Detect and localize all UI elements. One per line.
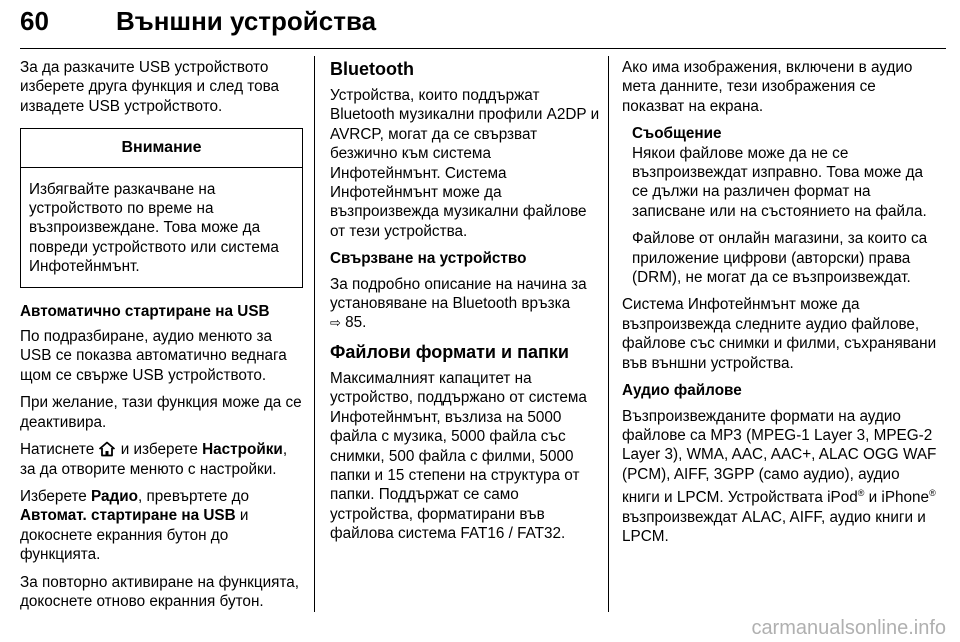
audio-heading: Аудио файлове xyxy=(622,382,742,400)
select-radio-paragraph: Изберете Радио, превъртете до Автомат. стартиране на USB и докоснете екранния бутон до функцията. xyxy=(20,487,250,564)
playback-paragraph: Система Инфотейнмънт може да възпроизвежда следните аудио файлове, файлове със снимки и филми, съхранявани във външни устройства. xyxy=(622,296,937,372)
formats-paragraph: Максималният капацитет на устройство, поддържано от система Инфотейнмънт, възлиза на 5000 файла с музика, 5000 файла със снимки, 500 файла с филми, 5000 папки и 15 степени на структура от папки. Поддържат се само устройства, форматирани във файлова система FAT16 / FAT32. xyxy=(330,369,587,543)
column-middle xyxy=(330,58,600,552)
message-paragraph-2: Файлове от онлайн магазини, за които са приложение цифрови (авторски) права (DRM), не могат да се възпроизвеждат. xyxy=(632,230,928,287)
images-paragraph: Ако има изображения, включени в аудио мета данните, тези изображения се показват на екрана. xyxy=(622,59,913,115)
autostart-heading: Автоматично стартиране на USB xyxy=(20,302,270,320)
header-rule xyxy=(20,48,946,49)
connect-heading: Свързване на устройство xyxy=(330,250,527,268)
column-divider xyxy=(314,56,315,612)
page-reference[interactable]: 85. xyxy=(345,314,367,332)
press-home-paragraph: Натиснете и изберете Настройки, за да отворите менюто с настройки. xyxy=(20,441,288,478)
caution-box xyxy=(20,128,303,287)
page-number: 60 xyxy=(20,6,49,36)
column-divider xyxy=(608,56,609,612)
chapter-title: Външни устройства xyxy=(116,6,377,36)
page-reference-icon: ⇨ xyxy=(330,315,341,331)
autostart-paragraph-1: По подразбиране, аудио менюто за USB се показва автоматично веднага щом се свърже USB устройството. xyxy=(20,328,287,384)
usb-autostart-label: Автомат. стартиране на USB xyxy=(20,507,236,525)
message-paragraph-1: Някои файлове може да не се възпроизвеждат изправно. Това може да се дължи на различен формат на записване или на състоянието на файла. xyxy=(632,144,927,220)
formats-heading: Файлови формати и папки xyxy=(330,341,569,362)
message-heading: Съобщение xyxy=(632,125,722,143)
column-left xyxy=(20,58,303,619)
page-header xyxy=(20,4,946,40)
caution-body: Избягвайте разкачване на устройството по време на възпроизвеждане. Това може да повреди устройството или система Инфотейнмънт. xyxy=(29,180,279,276)
autostart-paragraph-2: При желание, тази функция може да се деактивира. xyxy=(20,394,302,431)
reactivate-paragraph: За повторно активиране на функцията, докоснете отново екранния бутон. xyxy=(20,573,300,610)
radio-label: Радио xyxy=(91,487,139,505)
column-right xyxy=(622,58,940,554)
connect-paragraph: За подробно описание на начина за установяване на Bluetooth връзка ⇨ 85. xyxy=(330,275,587,332)
watermark: carmanualsonline.info xyxy=(751,617,946,639)
bluetooth-paragraph: Устройства, които поддържат Bluetooth музикални профили A2DP и AVRCP, могат да се свързват безжично към система Инфотейнмънт. Система Инфотейнмънт може да възпроизвежда музикални файлове от тези устройства. xyxy=(330,87,600,240)
bluetooth-heading: Bluetooth xyxy=(330,59,414,79)
settings-label: Настройки xyxy=(202,441,283,459)
caution-title: Внимание xyxy=(21,129,302,167)
audio-paragraph: Възпроизвежданите формати на аудио файлове са MP3 (MPEG-1 Layer 3, MPEG-2 Layer 3), WMA, AAC, AAC+, ALAC OGG WAF (PCM), AIFF, 3GPP (само аудио), аудио книги и LPCM. Устройствата iPod® и iPhone® възпроизвеждат ALAC, AIFF, аудио книги и LPCM. xyxy=(622,407,937,546)
message-note xyxy=(622,124,940,287)
intro-paragraph: За да разкачите USB устройството изберете друга функция и след това извадете USB устройството. xyxy=(20,59,280,115)
home-icon xyxy=(98,441,116,457)
